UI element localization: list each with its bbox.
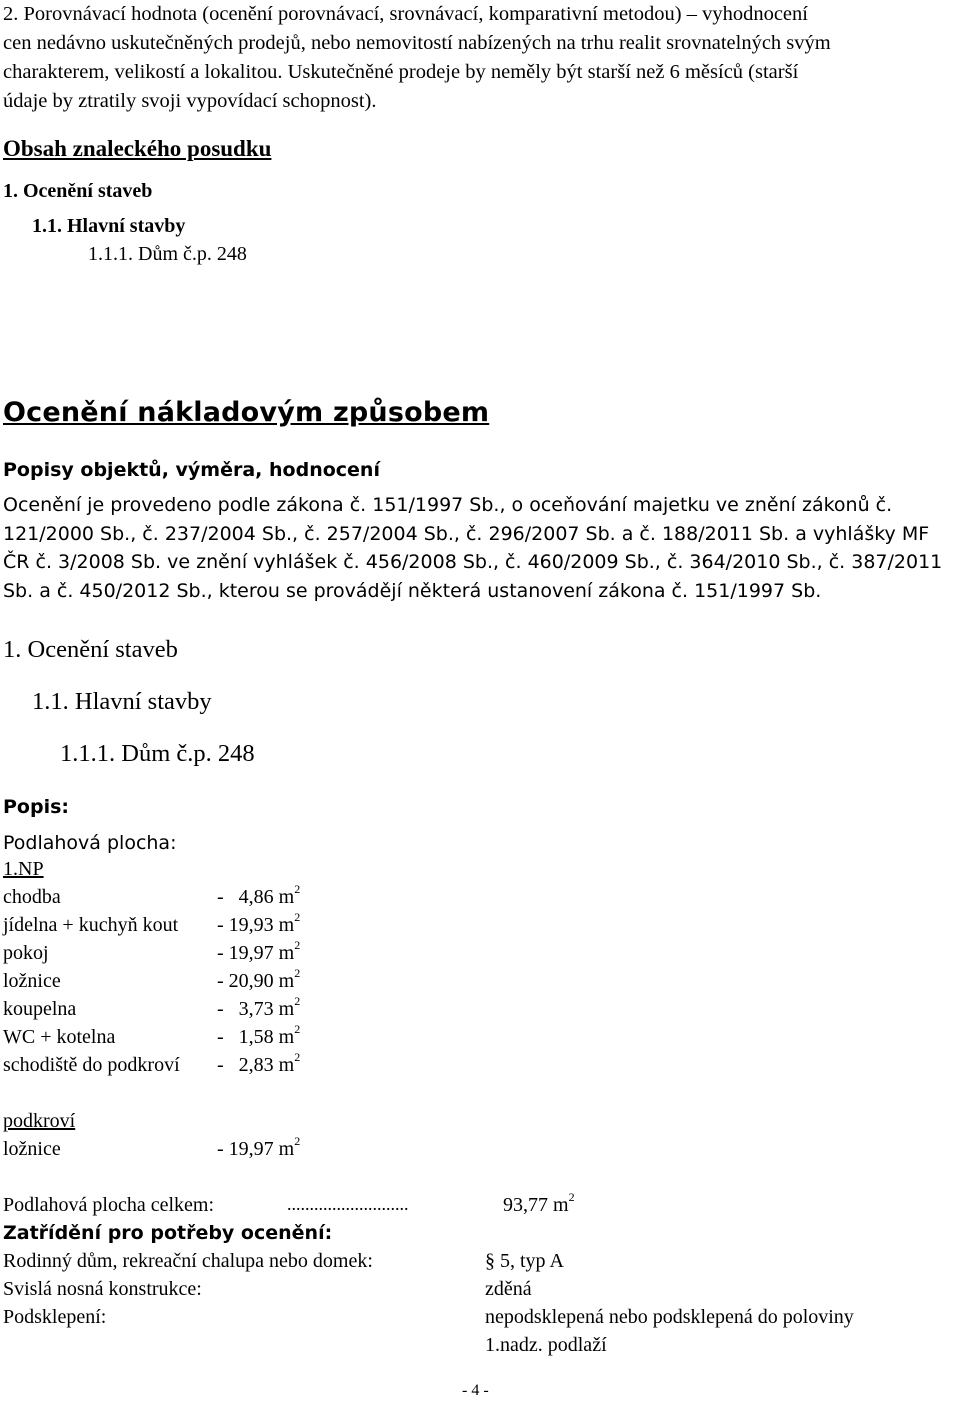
room-row [3,910,301,937]
main-heading: Ocenění nákladovým způsobem [3,397,490,428]
classification-value: zděná [485,1278,532,1300]
classification-label: Svislá nosná konstrukce: [3,1278,202,1300]
page-number: - 4 - [462,1382,489,1399]
toc-level2: 1.1. Hlavní stavby [32,215,186,237]
intro-line: cen nedávno uskutečněných prodejů, nebo nemovitostí nabízených na trhu realit srovnatelných svým [3,32,831,54]
legal-line: Ocenění je provedeno podle zákona č. 151/1997 Sb., o oceňování majetku ve znění zákonů č. [3,494,893,516]
room-name: jídelna + kuchyň kout [3,914,179,936]
classification-row [3,1250,564,1273]
room-area: - 19,97 $m^2$ [217,938,301,964]
intro-line: charakterem, velikostí a lokalitou. Uskutečněné prodeje by neměly být starší než 6 měsíců (starší [3,61,799,83]
section-1-1-heading: 1.1. Hlavní stavby [32,688,212,715]
room-name: koupelna [3,998,77,1020]
classification-value: § 5, typ A [485,1250,564,1272]
total-label: Podlahová plocha celkem: [3,1194,215,1216]
room-row [3,966,301,993]
room-area: - 1,58 $m^2$ [217,1022,301,1048]
room-area: - 2,83 $m^2$ [217,1050,301,1076]
floor-area-label: Podlahová plocha: [3,832,177,854]
intro-paragraph [3,0,958,116]
section-1-1-1-heading: 1.1.1. Dům č.p. 248 [60,740,255,767]
section-1-heading: 1. Ocenění staveb [3,636,178,663]
room-row [3,1050,301,1077]
room-row [3,938,301,965]
legal-line: 121/2000 Sb., č. 237/2004 Sb., č. 257/2004 Sb., č. 296/2007 Sb. a č. 188/2011 Sb. a vyhlášky MF [3,522,930,545]
room-name: schodiště do podkroví [3,1054,180,1076]
room-row [3,1134,301,1161]
room-area: - 4,86 $m^2$ [217,882,301,908]
room-area: - 19,93 $m^2$ [217,910,301,936]
room-name: ložnice [3,1138,61,1160]
intro-line: údaje by ztratily svoji vypovídací schopnost). [3,90,377,112]
legal-line: Sb. a č. 450/2012 Sb., kterou se provádějí některá ustanovení zákona č. 151/1997 Sb. [3,579,822,602]
toc-level3: 1.1.1. Dům č.p. 248 [88,243,247,265]
room-row [3,882,301,909]
room-area: - 20,90 $m^2$ [217,966,301,992]
toc-level1: 1. Ocenění staveb [3,180,153,202]
room-row [3,994,301,1021]
classification-value: nepodsklepená nebo podsklepená do poloviny [485,1306,854,1328]
legal-line: ČR č. 3/2008 Sb. ve znění vyhlášek č. 456/2008 Sb., č. 460/2009 Sb., č. 364/2010 Sb., č. 387/2011 [3,551,943,573]
total-dots: ........................... [287,1194,409,1214]
classification-row [3,1306,854,1329]
popis-label: Popis: [3,796,69,818]
room-name: chodba [3,886,61,908]
classification-label: Podsklepení: [3,1306,107,1328]
classification-row [3,1278,532,1301]
room-area: - 19,97 $m^2$ [217,1134,301,1160]
room-name: ložnice [3,970,61,992]
total-value: 93,77 $m^2$ [503,1190,575,1216]
room-name: WC + kotelna [3,1026,116,1048]
classification-heading: Zatřídění pro potřeby ocenění: [3,1222,333,1244]
legal-paragraph [3,491,942,605]
total-row [3,1190,575,1217]
room-row [3,1022,301,1049]
classification-extra-value: 1.nadz. podlaží [485,1334,607,1356]
classification-label: Rodinný dům, rekreační chalupa nebo domek: [3,1250,373,1272]
main-subheading: Popisy objektů, výměra, hodnocení [3,459,380,481]
toc-heading: Obsah znaleckého posudku [3,136,272,161]
intro-line: 2. Porovnávací hodnota (ocenění porovnávací, srovnávací, komparativní metodou) – vyhodnocení [3,3,808,25]
podkrovi-label: podkroví [3,1110,76,1132]
room-name: pokoj [3,942,49,964]
room-area: - 3,73 $m^2$ [217,994,301,1020]
np-label: 1.NP [3,858,44,880]
